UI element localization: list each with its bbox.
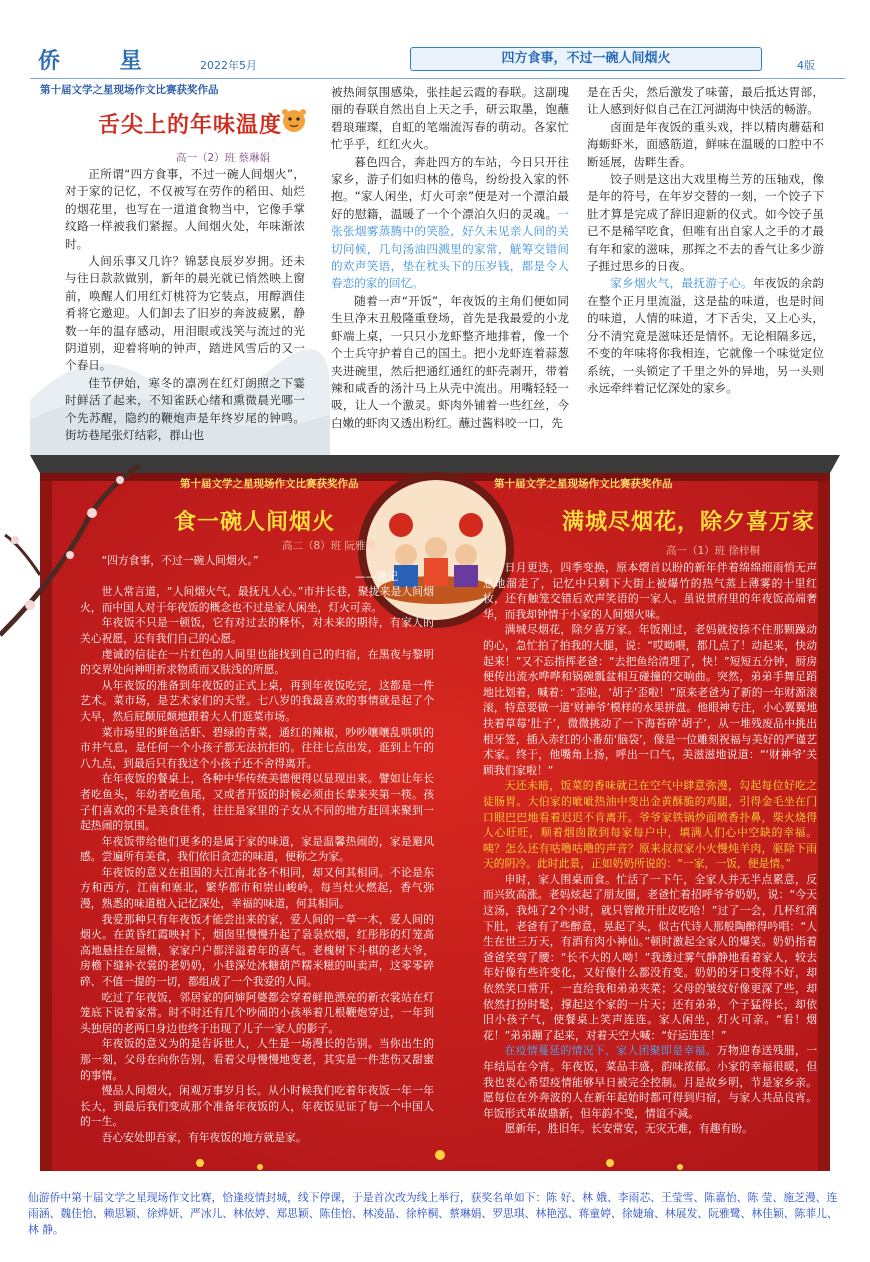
tiger-mascot-icon [280,106,308,134]
paragraph [331,154,569,293]
paragraph: 吾心安处即吾家，有年夜饭的地方就是家。 [101,1130,307,1144]
paragraph: 佳节伊始，寒冬的凛冽在红灯朗照之下霎时鲜活了起来，不知雀跃心绪和熏微晨光哪一个先苏醒，隐约的鞭炮声是年终岁尾的钟鸣。街坊巷尾张灯结彩，群山也 [65,375,305,443]
paragraph: 世人常言道，“人间烟火气，最抚凡人心。”市井长巷，聚拢来是人间烟火，而中国人对于年夜饭的概念也不过是家人闲坐，灯火可亲。 [80,585,434,614]
paragraph: 虔诚的信徒在一片红色的人间里也能找到自己的归宿，在黑夜与黎明的交界处向神明祈求物质而又肤浅的所愿。 [80,647,434,677]
paragraph: 在年夜饭的餐桌上，各种中华传统美德便得以显现出来。譬如让年长者吃鱼头，年幼者吃鱼尾，又或者开饭的时候必须由长辈来夹第一筷。孩子们喜欢的不是美食佳肴，往往是家里的子女从不同的地方赶回来聚到一起热闹的氛围。 [80,772,434,833]
paragraph: 饺子则是这出大戏里梅兰芳的压轴戏，像是年的符号，在年岁交替的一刻，一个饺子下肚才算是完成了辞旧迎新的仪式。如今饺子虽已不是稀罕吃食，但唯有出自家人之手的才最有年和家的滋味，那挥之不去的香气让多少游子捱过思乡的日夜。 [587,172,824,274]
paragraph: 被热闹氛围感染，张挂起云霞的春联。这副瑰丽的春联自然出自上天之手，研云取墨，饱蘸碧琅璀璨，自虹的笔端流泻春的萌动。各家忙忙乎乎，红红火火。 [331,85,569,152]
paragraph: 满城尽烟花，除夕喜万家。年饭刚过，老妈就按捺不住那颗躁动的心，急忙拍了拍我的大腿，说：“哎呦喂，都几点了！动起来，快动起来！”又不忘指挥老爸：“去把鱼给清理了，快！”短短五分钟，厨房便传出流水哗哗和锅碗瓢盆相互碰撞的交响曲。突然，弟弟手舞足蹈地比划着，喊着：“歪啦，‘胡子’歪啦！”原来老爸为了新的一年财源滚滚，特意要做一道‘财神爷’模样的水果拼盘。他眼神专注，小心翼翼地扶着草莓‘肚子’，微微挑动了一下海苔碎‘胡子’，从一堆残废品中挑出根牙签，插入赤红的小番茄‘脑袋’，像是一位雕刻祝福与美好的严谨艺术家。终于，他嘴角上扬，呼出一口气，美滋滋地说道：“‘财神爷’关顾我们家啦！” [483,623,817,777]
paragraph: 年夜饭的意义为的是告诉世人，人生是一场漫长的告别。当你出生的那一刻，父母在向你告别，看着父母慢慢地变老，其实是一件悲伤又甜蜜的事情。 [80,1037,434,1082]
issue-theme-banner: 四方食事，不过一碗人间烟火 [410,47,762,71]
paragraph-text: 万物迎春送残腊，一年结局在今宵。年夜饭，菜品丰盛，韵味浓郁。小家的幸福很暖，但我也衷心希望疫情能够早日被完全控制。月是故乡明，节是家乡亲。愿每位在外奔波的人在新年起始时都可得到归宿，与家人共品良宵。年饭形式革故鼎新，但年韵不变，情谊不减。 [483,1044,818,1120]
right-article-title: 满城尽烟花，除夕喜万家 [562,510,816,535]
top-article-byline: 高一（2）班 蔡琳娟 [176,152,271,164]
paragraph: 是在舌尖，然后激发了味蕾，最后抵达胃部，让人感到好似自己在江河湖海中快活的畅游。 [587,85,824,117]
paragraph: 申时，家人围桌而食。忙活了一下午，全家人并无半点累意，反而兴致高涨。老妈炫起了朋友圈，老爸忙着招呼爷爷奶奶，说：“今天这汤，我炖了2个小时，就只管敞开肚皮吃哈！”过了一会，几杯红酒下肚，老爸有了些醉意，晃起了头，似古代诗人那般陶醉得吟唱：“人生在世三万天，有酒有肉小神仙。”顿时激起全家人的爆笑。奶奶指着爸爸笑弯了腰：“长不大的人呦！”我透过雾气静静地看着家人，较去年好像有些许变化，又好像什么都没有变。奶奶的牙口变得不好，却依然笑口常开，一直给我和弟弟夹菜；父母的皱纹好像更深了些，却依然打扮时髦，撑起这个家的一片天；还有弟弟，个子猛得长，却依旧小孩子气，使餐桌上笑声连连。家人闲坐，灯火可亲。“看！烟花！”弟弟蹦了起来，对着天空大喊：“好运连连！” [483,872,817,1042]
paragraph: 慢品人间烟火，闲观万事岁月长。从小时候我们吃着年夜饭一年一年长大，到最后我们变成那个准备年夜饭的人，年夜饭见证了每一个中国人的一生。 [80,1084,434,1129]
paragraph: 年夜饭带给他们更多的是属于家的味道，家是温馨热闹的，家是避风感。尝遍所有美食，我们依旧贪恋的味道，便称之为家。 [80,834,434,864]
highlighted-text: 家乡烟火气，最抚游子心。 [610,276,753,291]
top-article-column-3 [587,84,824,397]
winners-list-footer: 仙游侨中第十届文学之星现场作文比赛，恰逢疫情封城，线下停课，于是首次改为线上举行，获奖名单如下：陈 好、林 娥、李雨芯、王莹雪、陈嘉怡、陈 莹、施芝漫、连雨涵、魏佳怡、赖思颖、徐烨妍、严冰儿、林依婷、郑思颖、陈佳怡、林凌晶、徐梓桐、蔡琳娟、罗思琪、林艳泓、蒋童婷、徐婕瑜、林展发、阮雅鹭、林佳颖、陈菲儿、林 静。 [28,1191,838,1236]
paragraph: 愿新年，胜旧年。长安常安，无灾无难，有趣有盼。 [504,1122,753,1136]
top-article-column-1 [65,166,305,445]
paragraph: 吃过了年夜饭，邻居家的阿婶阿婆都会穿着鲜艳漂亮的新衣裳站在灯笼底下说着家常。时不时还有几个吵闹的小孩举着几根鞭炮穿过，一年到头独居的老两口身边也终于出现了儿子一家人的影子。 [80,990,434,1035]
paragraph: 日月更迭，四季变换，原本熠首以盼的新年伴着绵绵细雨悄无声息地溜走了，记忆中只剩下大街上被爆竹的热气蒸上薄雾的十里红妆，还有触笼交错后欢声笑语的一家人。虽说贯府里的年夜饭高端奢华，而我却钟情于小家的人间烟火味。 [483,561,817,621]
paragraph: 从年夜饭的准备到年夜饭的正式上桌，再到年夜饭吃完，这都是一件艺术。菜市场，是艺术家们的天堂。七八岁的我最喜欢的事情就是起了个大早，然后屁颠屁颠地跟着大人们逛菜市场。 [80,678,434,723]
masthead [0,0,870,78]
paragraph: 正所谓“四方食事，不过一碗人间烟火”，对于家的记忆，不仅被写在劳作的稻田、灿烂的烟花里，也写在一道道食物当中，它像手掌纹路一样被我们紧握。人间烟火处，年味渐浓时。 [65,167,305,251]
left-article-body [80,553,434,1146]
top-article-title: 舌尖上的年味温度 [98,113,283,138]
top-article-column-2 [331,84,569,432]
paragraph: 卤面是年夜饭的重头戏，拌以精肉蘑菇和海蛎虾米，面感筋道，鲜味在温暖的口腔中不断延展，齿畔生香。 [587,119,824,169]
paragraph: 年夜饭的意义在祖国的大江南北各不相同，却又何其相同。不论是东方和西方，江南和塞北，繁华都市和崇山峻岭。每当灶火燃起，香气弥漫，熟悉的味道植入记忆深处，幸福的味道，何其相同。 [80,865,434,911]
issue-date: 2022年5月 [200,59,257,72]
epigraph-source: ——题记 [354,569,398,583]
paragraph: 菜市场里的鲜鱼活虾、碧绿的青菜，通红的辣椒，吵吵嚷嚷乱哄哄的市井气息，是任何一个小孩子都无法抗拒的。往往七点出发，逛到上午的八九点，到最后只有我这个小孩子还不舍得离开。 [80,725,434,770]
paragraph: 年夜饭不只是一顿饭，它有对过去的释怀，对未来的期待，有家人的关心祝愿，还有我们自己的心愿。 [80,616,434,645]
paragraph-text: 年夜饭的余韵在整个正月里流溢，这是盐的味道，也是时间的味道，人情的味道，才下舌尖，又上心头，分不清究竟是滋味还是情怀。无论相隔多远，不变的年味将你我相连，它就像一个味觉定位系统，一头锁定了千里之外的异地，另一头则永远牵绊着记忆深处的家乡。 [587,276,824,395]
top-article-kicker: 第十届文学之星现场作文比赛获奖作品 [40,84,219,96]
left-article-byline: 高二（8）班 阮雅鹭 [282,540,377,552]
paragraph: 人间乐事又几许？锦瑟良辰岁岁拥。还未与往日款款做别，新年的晨光就已悄然映上窗前，唤醒人们用红灯桃符为它装点，用醇酒佳肴将它邀迎。人们卸去了旧岁的奔波疲累，静数一年的温存感动，用泪眼或浅笑与流过的光阴道别，迎着将响的钟声，踏进风雪后的又一个春日。 [65,254,305,373]
right-article-kicker: 第十届文学之星现场作文比赛获奖作品 [494,478,673,490]
highlighted-paragraph: 天还未暗，饭菜的香味就已在空气中肆意弥漫，勾起每位好吃之徒肠胃。大伯家的呲呲热油中变出金黄酥脆的鸡腿，引得金毛坐在门口眼巴巴地看着迟迟不肯离开。爷爷家铁锅炒面喷香扑鼻，柴火烧得人心旺旺，顺着烟囱散到每家每户中，填满人们心中空缺的幸福。咦？怎么还有咕噜咕噜的声音？原来叔叔家小火慢炖羊肉，驱除下雨天的阴冷。此时此景，正如奶奶所说的：“一家，一饭，便是情。” [483,779,817,871]
page-number: 4版 [797,59,815,72]
epigraph: “四方食事，不过一碗人间烟火。” [101,554,259,567]
left-article-title: 食一碗人间烟火 [174,510,336,535]
left-article-kicker: 第十届文学之星现场作文比赛获奖作品 [180,478,359,490]
right-article-byline: 高一（1）班 徐梓桐 [666,545,761,557]
paragraph: 我爱那种只有年夜饭才能尝出来的家，爱人间的一草一木，爱人间的烟火。在黄昏红霞映衬下，烟囱里慢慢升起了袅袅炊烟，红彤彤的灯笼高高地悬挂在屋檐，家家户户都洋溢着年的喜气。老槐树下斗棋的老大爷，房檐下缝补衣裳的老奶奶，小巷深处冰糖葫芦糯米糍的叫卖声，这零零碎碎、不值一提的一切，都组成了一个我爱的人间。 [80,912,434,989]
paragraph-text: 暮色四合，奔赴四方的车站，今日只开往家乡，游子们如归林的倦鸟，纷纷投入家的怀抱。“家人闲坐，灯火可亲”便是对一个漂泊最好的慰籍，温暖了一个个漂泊久归的灵魂。 [331,154,569,221]
paragraph: 随着一声“开饭”，年夜饭的主角们便如同生旦净末丑般隆重登场，首先是我最爱的小龙虾端上桌，一只只小龙虾整齐地排着，像一个个士兵守护着自己的国土。把小龙虾连着蒜葱夹进碗里，然后把通红通红的虾壳剥开，带着辣和咸香的汤汁马上从壳中流出。用嘴轻轻一吸，让人一个激灵。虾肉外铺着一些红丝，今白嫩的虾肉又透出粉红。蘸过酱料咬一口，先 [331,293,569,430]
paragraph [587,275,824,397]
right-article-body [483,560,817,1137]
masthead-rule [30,78,845,79]
highlighted-text: 在疫情蔓延的情况下，家人团聚即是幸福。 [504,1044,717,1058]
paragraph [483,1043,817,1121]
newspaper-brand: 侨 星 [38,48,168,74]
highlighted-text: 一张张烟雾蒸腾中的笑脸，好久未见亲人间的关切问候，几句汤油四溅里的家常，觥筹交错间的欢声笑语，垫在枕头下的压岁钱，都是令人眷恋的家的回忆。 [331,206,569,291]
